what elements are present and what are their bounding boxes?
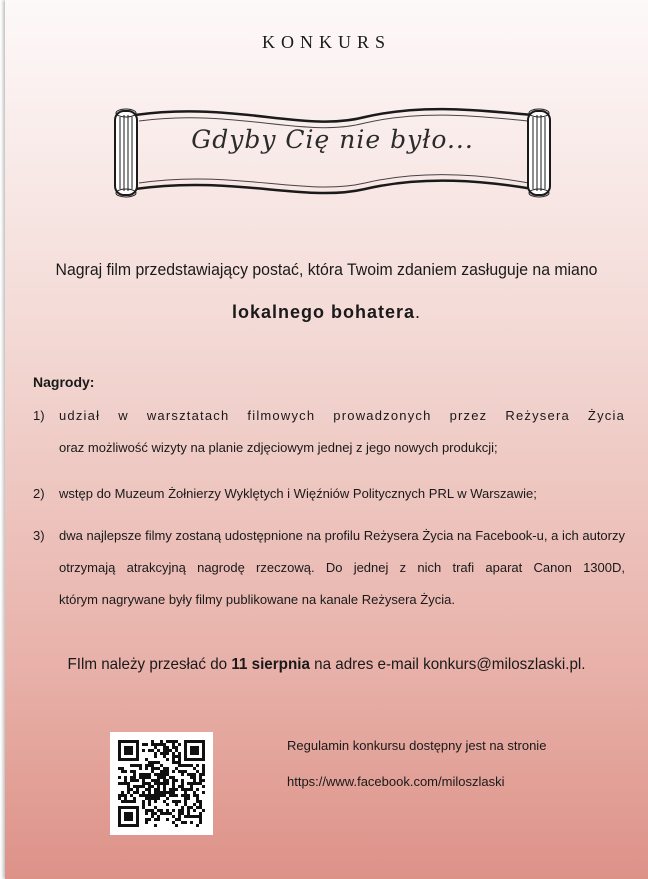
prize-line: dwa najlepsze filmy zostaną udostępnione na profilu Reżysera Życia na Facebook-u, a ich autorzy bbox=[59, 528, 625, 543]
hero-tail: . bbox=[415, 302, 422, 322]
rules-text: Regulamin konkursu dostępny jest na stronie bbox=[287, 738, 547, 753]
prizes-title: Nagrody: bbox=[33, 374, 95, 390]
scroll-banner bbox=[105, 103, 560, 203]
prize-number: 1) bbox=[33, 408, 45, 423]
prize-line: wstęp do Muzeum Żołnierzy Wyklętych i Więźniów Politycznych PRL w Warszawie; bbox=[59, 486, 537, 501]
poster-page bbox=[5, 0, 648, 879]
contest-title: Gdyby Cię nie było... bbox=[191, 125, 474, 154]
deadline-date: 11 sierpnia bbox=[231, 656, 310, 673]
hero-line bbox=[5, 302, 648, 323]
hero-bold: lokalnego bohatera bbox=[231, 302, 416, 322]
deadline-pre: FIlm należy przesłać do bbox=[67, 656, 232, 673]
deadline-post: na adres e-mail konkurs@miloszlaski.pl. bbox=[309, 656, 586, 673]
prize-line: otrzymają atrakcyjną nagrodę rzeczową. Do jednej z nich trafi aparat Canon 1300D, bbox=[59, 560, 625, 575]
deadline-line bbox=[21, 656, 632, 674]
prize-line: udział w warsztatach filmowych prowadzonych przez Reżysera Życia bbox=[59, 408, 625, 423]
rules-link: https://www.facebook.com/miloszlaski bbox=[287, 774, 505, 789]
prize-line: oraz możliwość wizyty na planie zdjęciowym jednej z jego nowych produkcji; bbox=[59, 440, 498, 455]
qr-code bbox=[110, 732, 213, 835]
intro-text: Nagraj film przedstawiający postać, która Twoim zdaniem zasługuje na miano bbox=[55, 260, 598, 279]
prize-number: 3) bbox=[33, 528, 45, 543]
prize-line: którym nagrywane były filmy publikowane na kanale Reżysera Życia. bbox=[59, 592, 455, 607]
qr-code-graphic bbox=[118, 740, 205, 827]
prize-number: 2) bbox=[33, 486, 45, 501]
page-heading: KONKURS bbox=[261, 32, 391, 52]
